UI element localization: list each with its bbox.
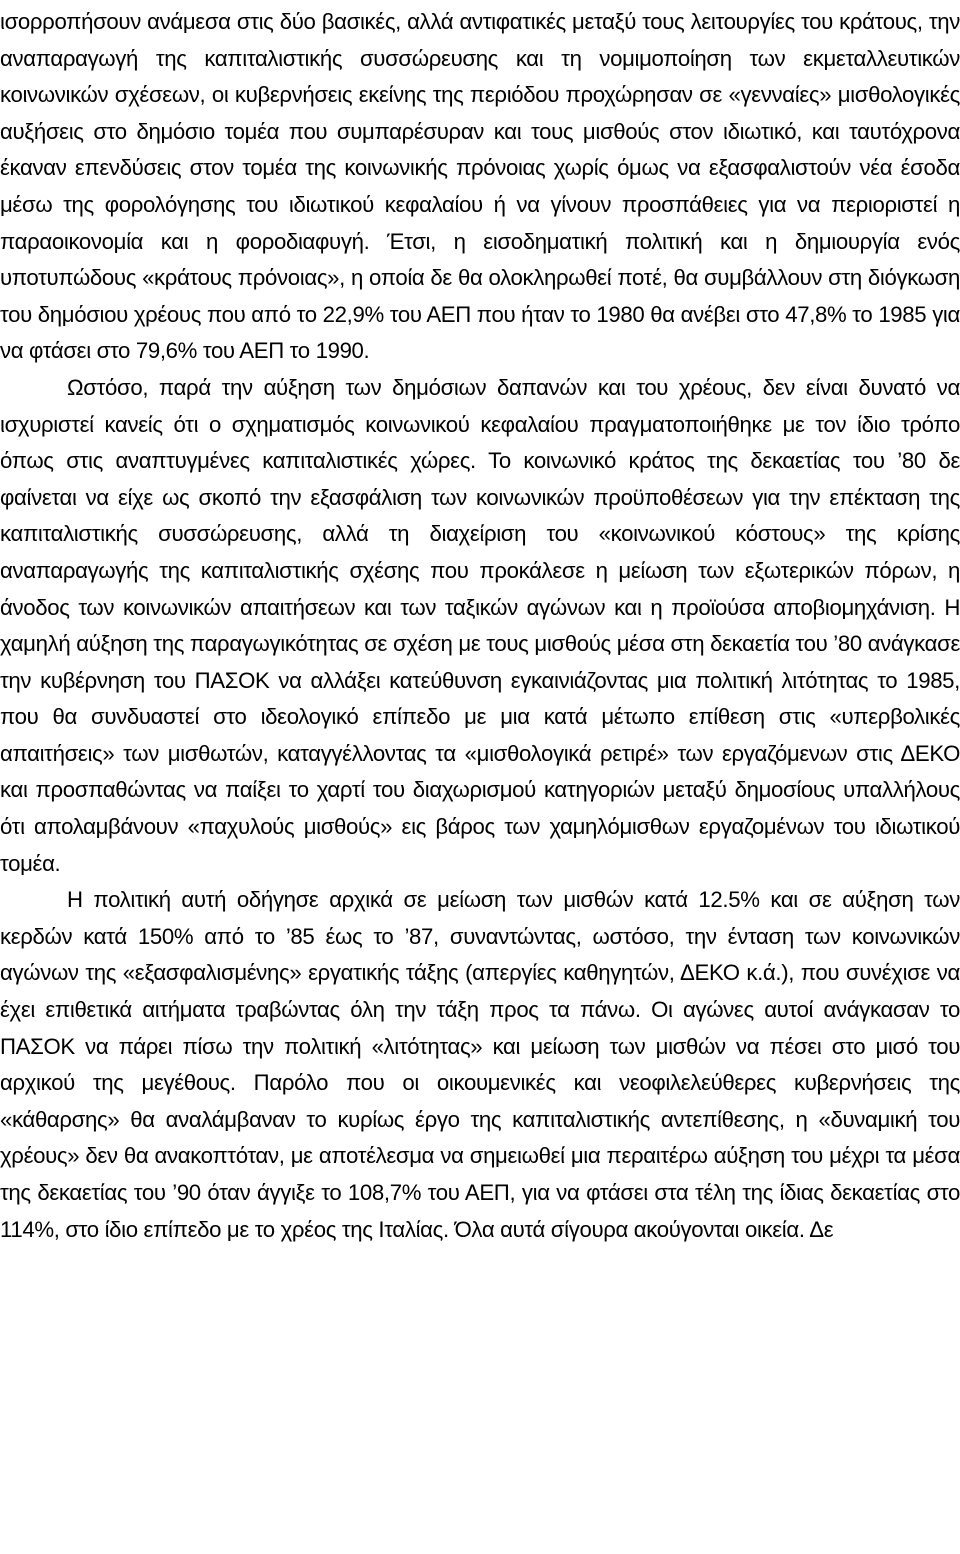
paragraph-1: ισορροπήσουν ανάμεσα στις δύο βασικές, αλλά αντιφατικές μεταξύ τους λειτουργίες του κράτους, την αναπαραγωγή της καπιταλιστικής συσσώρευσης και τη νομιμοποίηση των εκμεταλλευτικών κοινωνικών σχέσεων, οι κυβερνήσεις εκείνης της περιόδου προχώρησαν σε «γενναίες» μισθολογικές αυξήσεις στο δημόσιο τομέα που συμπαρέσυραν και τους μισθούς στον ιδιωτικό, και ταυτόχρονα έκαναν επενδύσεις στον τομέα της κοινωνικής πρόνοιας χωρίς όμως να εξασφαλιστούν νέα έσοδα μέσω της φορολόγησης του ιδιωτικού κεφαλαίου ή να γίνουν προσπάθειες για να περιοριστεί η παραοικονομία και η φοροδιαφυγή. Έτσι, η εισοδηματική πολιτική και η δημιουργία ενός υποτυπώδους «κράτους πρόνοιας», η οποία δε θα ολοκληρωθεί ποτέ, θα συμβάλλουν στη διόγκωση του δημόσιου χρέους που από το 22,9% του ΑΕΠ που ήταν το 1980 θα ανέβει στο 47,8% το 1985 για να φτάσει στο 79,6% του ΑΕΠ το 1990. bbox=[0, 9, 960, 364]
paragraph-3: Η πολιτική αυτή οδήγησε αρχικά σε μείωση των μισθών κατά 12.5% και σε αύξηση των κερδών κατά 150% από το ’85 έως το ’87, συναντώντας, ωστόσο, την ένταση των κοινωνικών αγώνων της «εξασφαλισμένης» εργατικής τάξης (απεργίες καθηγητών, ΔΕΚΟ κ.ά.), που συνέχισε να έχει επιθετικά αιτήματα τραβώντας όλη την τάξη προς τα πάνω. Οι αγώνες αυτοί ανάγκασαν το ΠΑΣΟΚ να πάρει πίσω την πολιτική «λιτότητας» και μείωση των μισθών να πέσει στο μισό του αρχικού της μεγέθους. Παρόλο που οι οικουμενικές και νεοφιλελεύθερες κυβερνήσεις της «κάθαρσης» θα αναλάμβαναν το κυρίως έργο της καπιταλιστικής αντεπίθεσης, η «δυναμική του χρέους» δεν θα ανακοπτόταν, με αποτέλεσμα να σημειωθεί μια περαιτέρω αύξηση του μέχρι τα μέσα της δεκαετίας του ’90 όταν άγγιξε το 108,7% του ΑΕΠ, για να φτάσει στα τέλη της ίδιας δεκαετίας στο 114%, στο ίδιο επίπεδο με το χρέος της Ιταλίας. Όλα αυτά σίγουρα ακούγονται οικεία. Δε bbox=[0, 887, 960, 1242]
paragraph-2: Ωστόσο, παρά την αύξηση των δημόσιων δαπανών και του χρέους, δεν είναι δυνατό να ισχυριστεί κανείς ότι ο σχηματισμός κοινωνικού κεφαλαίου πραγματοποιήθηκε με τον ίδιο τρόπο όπως στις αναπτυγμένες καπιταλιστικές χώρες. Το κοινωνικό κράτος της δεκαετίας του ’80 δε φαίνεται να είχε ως σκοπό την εξασφάλιση των κοινωνικών προϋποθέσεων για την επέκταση της καπιταλιστικής συσσώρευσης, αλλά τη διαχείριση του «κοινωνικού κόστους» της κρίσης αναπαραγωγής της καπιταλιστικής σχέσης που προκάλεσε η μείωση των εξωτερικών πόρων, η άνοδος των κοινωνικών απαιτήσεων και των ταξικών αγώνων και η προϊούσα αποβιομηχάνιση. Η χαμηλή αύξηση της παραγωγικότητας σε σχέση με τους μισθούς μέσα στη δεκαετία του ’80 ανάγκασε την κυβέρνηση του ΠΑΣΟΚ να αλλάξει κατεύθυνση εγκαινιάζοντας μια πολιτική λιτότητας το 1985, που θα συνδυαστεί στο ιδεολογικό επίπεδο με μια κατά μέτωπο επίθεση στις «υπερβολικές απαιτήσεις» των μισθωτών, καταγγέλλοντας τα «μισθολογικά ρετιρέ» των εργαζόμενων στις ΔΕΚΟ και προσπαθώντας να παίξει το χαρτί του διαχωρισμού κατηγοριών μεταξύ δημοσίους υπαλλήλους ότι απολαμβάνουν «παχυλούς μισθούς» εις βάρος των χαμηλόμισθων εργαζομένων του ιδιωτικού τομέα. bbox=[0, 374, 960, 876]
